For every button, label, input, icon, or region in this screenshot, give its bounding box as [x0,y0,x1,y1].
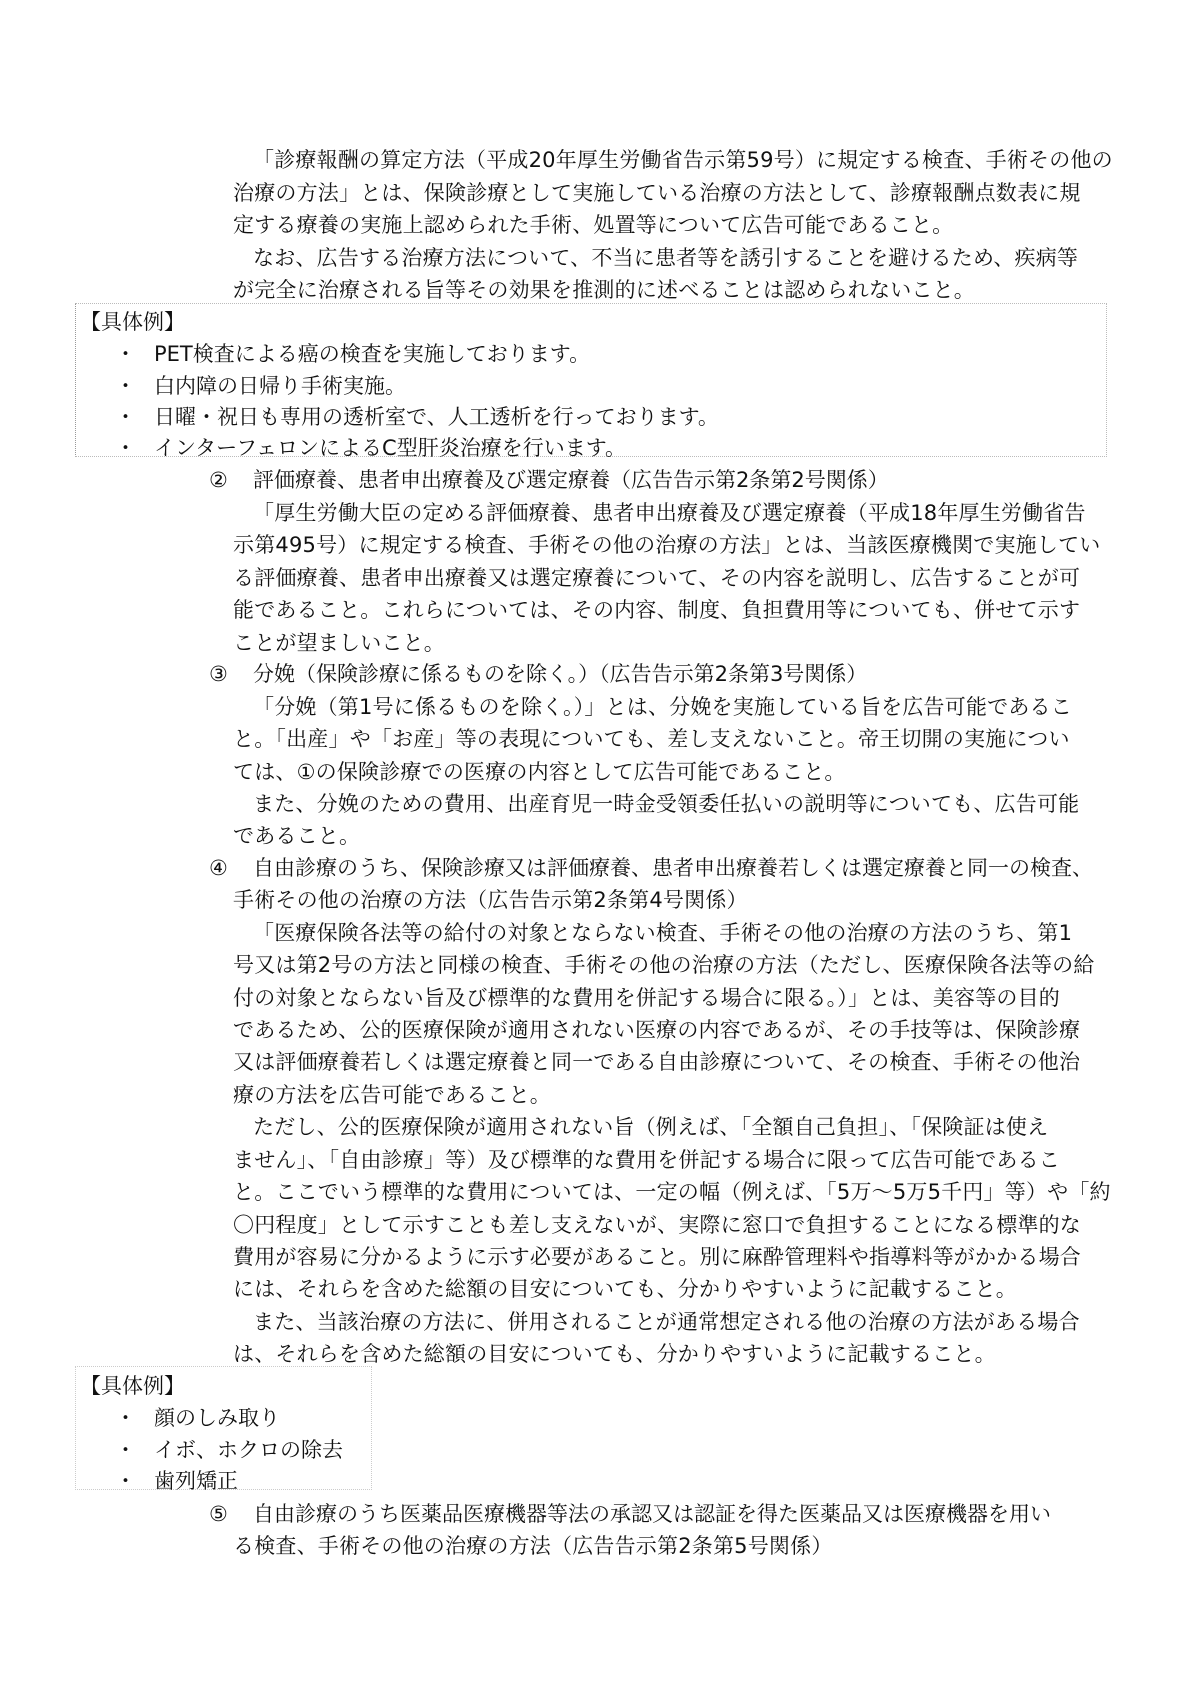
item-heading: 自由診療のうち医薬品医療機器等法の承認又は認証を得た医薬品又は医療機器を用い [253,1502,1051,1526]
bullet-icon: ・ [115,1406,136,1430]
item-heading-continued: 手術その他の治療の方法（広告告示第2条第4号関係） [233,888,748,912]
paragraph-line: 〇円程度」として示すことも差し支えないが、実際に窓口で負担することになる標準的な [233,1213,1081,1237]
paragraph-line: 「分娩（第1号に係るものを除く。）」とは、分娩を実施している旨を広告可能であるこ [253,695,1072,719]
example-item: 歯列矯正 [154,1469,238,1493]
bullet-icon: ・ [115,1438,136,1462]
paragraph-line: と。ここでいう標準的な費用については、一定の幅（例えば、「5万～5万5千円」等）や「約 [233,1180,1111,1204]
paragraph-line: また、当該治療の方法に、併用されることが通常想定される他の治療の方法がある場合 [253,1310,1080,1334]
example-heading: 【具体例】 [80,310,185,334]
paragraph-line: 療の方法を広告可能であること。 [233,1083,551,1107]
paragraph-line: ただし、公的医療保険が適用されない旨（例えば、「全額自己負担」、「保険証は使え [253,1115,1049,1139]
paragraph-line: 「診療報酬の算定方法（平成20年厚生労働省告示第59号）に規定する検査、手術その他の [253,148,1113,172]
paragraph-line: 示第495号）に規定する検査、手術その他の治療の方法」とは、当該医療機関で実施してい [233,533,1101,557]
paragraph-line: また、分娩のための費用、出産育児一時金受領委任払いの説明等についても、広告可能 [253,792,1080,816]
example-item: インターフェロンによるC型肝炎治療を行います。 [154,436,627,460]
example-item: イボ、ホクロの除去 [154,1438,343,1462]
paragraph-line: 能であること。これらについては、その内容、制度、負担費用等についても、併せて示す [233,598,1081,622]
item-heading: 評価療養、患者申出療養及び選定療養（広告告示第2条第2号関係） [253,468,889,492]
item-number: ④ [209,856,228,880]
item-number: ② [209,468,228,492]
paragraph-line: 「厚生労働大臣の定める評価療養、患者申出療養及び選定療養（平成18年厚生労働省告 [253,501,1086,525]
paragraph-line: 治療の方法」とは、保険診療として実施している治療の方法として、診療報酬点数表に規 [233,181,1081,205]
item-heading: 分娩（保険診療に係るものを除く。）（広告告示第2条第3号関係） [253,662,868,686]
paragraph-line: なお、広告する治療方法について、不当に患者等を誘引することを避けるため、疾病等 [253,246,1079,270]
paragraph-line: 付の対象とならない旨及び標準的な費用を併記する場合に限る。）」とは、美容等の目的 [233,986,1060,1010]
paragraph-line: には、それらを含めた総額の目安についても、分かりやすいように記載すること。 [233,1277,1017,1301]
paragraph-line: ません」、「自由診療」等）及び標準的な費用を併記する場合に限って広告可能であるこ [233,1148,1060,1172]
example-item: PET検査による癌の検査を実施しております。 [154,342,591,366]
item-number: ⑤ [209,1502,228,1526]
paragraph-line: る評価療養、患者申出療養又は選定療養について、その内容を説明し、広告することが可 [233,566,1081,590]
bullet-icon: ・ [115,342,136,366]
example-item: 顔のしみ取り [154,1406,280,1430]
item-heading: 自由診療のうち、保険診療又は評価療養、患者申出療養若しくは選定療養と同一の検査、 [253,856,1093,880]
item-heading-continued: る検査、手術その他の治療の方法（広告告示第2条第5号関係） [233,1534,833,1558]
paragraph-line: 費用が容易に分かるように示す必要があること。別に麻酔管理料や指導料等がかかる場合 [233,1245,1081,1269]
bullet-icon: ・ [115,1469,136,1493]
example-heading: 【具体例】 [80,1374,185,1398]
paragraph-line: ては、①の保険診療での医療の内容として広告可能であること。 [233,760,846,784]
bullet-icon: ・ [115,405,136,429]
example-item: 日曜・祝日も専用の透析室で、人工透析を行っております。 [154,405,719,429]
example-item: 白内障の日帰り手術実施。 [154,374,406,398]
paragraph-line: 又は評価療養若しくは選定療養と同一である自由診療について、その検査、手術その他治 [233,1050,1081,1074]
paragraph-line: 号又は第2号の方法と同様の検査、手術その他の治療の方法（ただし、医療保険各法等の給 [233,953,1095,977]
paragraph-line: であること。 [233,824,361,848]
paragraph-line: は、それらを含めた総額の目安についても、分かりやすいように記載すること。 [233,1342,996,1366]
paragraph-line: ことが望ましいこと。 [233,631,445,655]
item-number: ③ [209,662,228,686]
bullet-icon: ・ [115,436,136,460]
bullet-icon: ・ [115,374,136,398]
paragraph-line: 「医療保険各法等の給付の対象とならない検査、手術その他の治療の方法のうち、第1 [253,921,1073,945]
paragraph-line: と。「出産」や「お産」等の表現についても、差し支えないこと。帝王切開の実施につい [233,727,1070,751]
paragraph-line: が完全に治療される旨等その効果を推測的に述べることは認められないこと。 [233,278,975,302]
paragraph-line: 定する療養の実施上認められた手術、処置等について広告可能であること。 [233,213,954,237]
paragraph-line: であるため、公的医療保険が適用されない医療の内容であるが、その手技等は、保険診療 [233,1018,1081,1042]
